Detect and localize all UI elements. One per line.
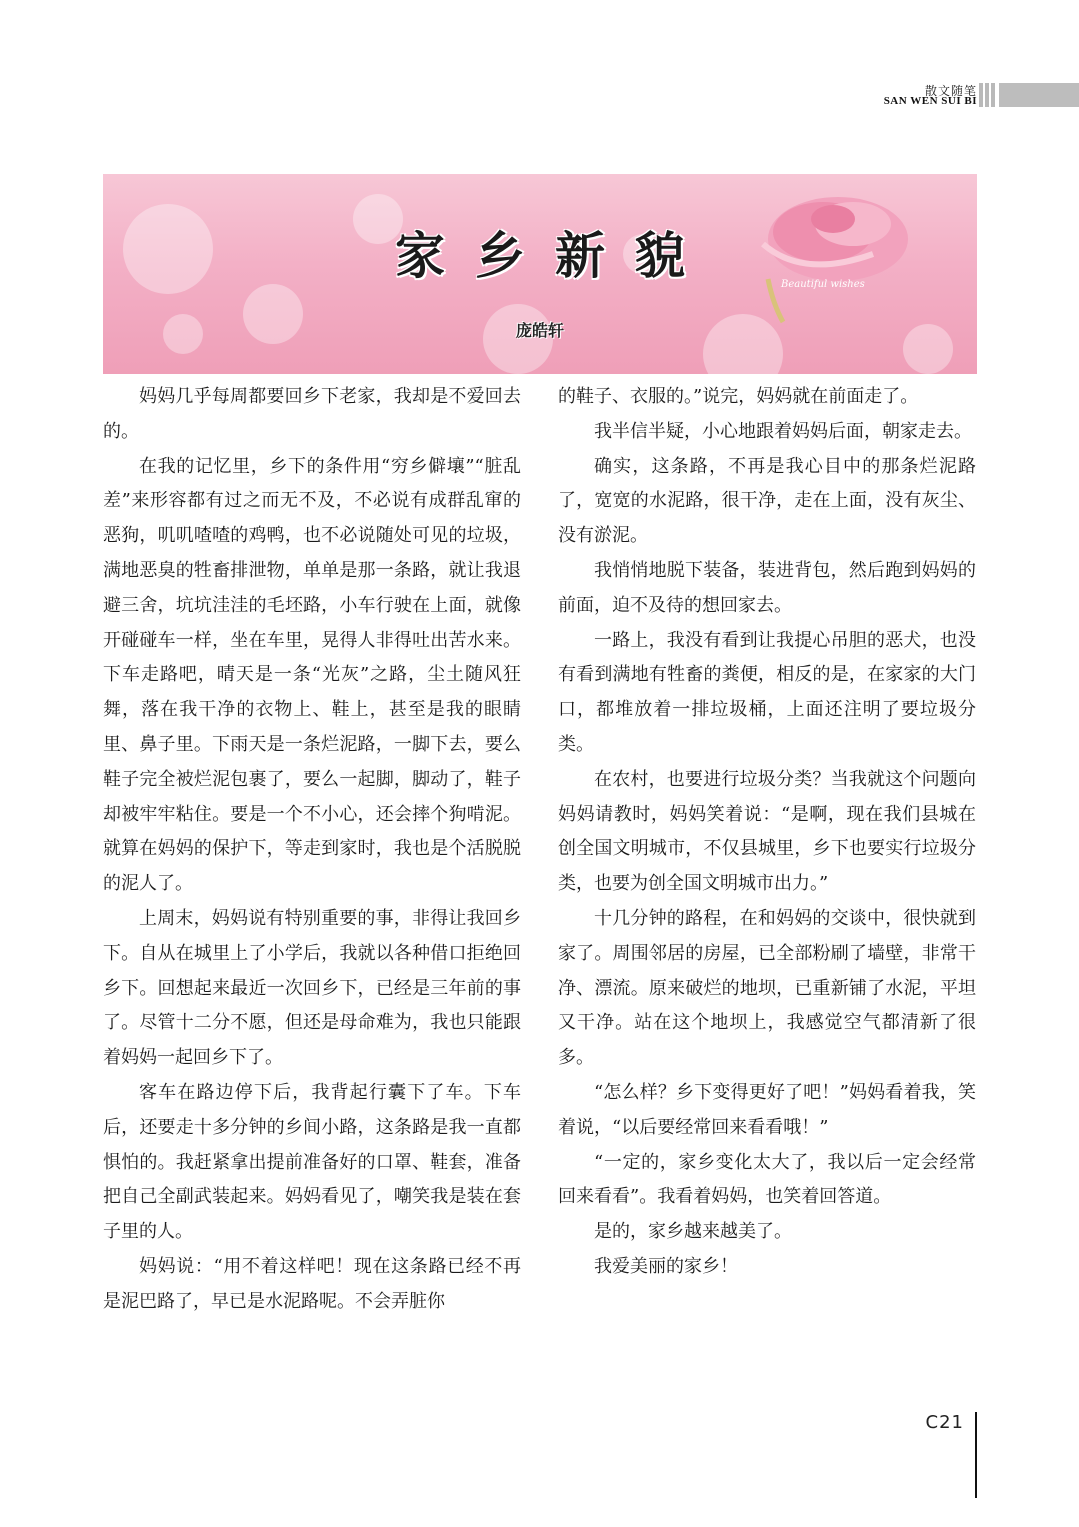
paragraph: 是的，家乡越来越美了。 [594,1221,792,1243]
article-column-right [558,380,976,1285]
page-number: C21 [925,1412,964,1433]
title-banner [103,174,977,374]
paragraph: 妈妈说：“用不着这样吧！现在这条路已经不再是泥巴路了，早已是水泥路呢。不会弄脏你 [103,1255,521,1312]
paragraph: “怎么样？乡下变得更好了吧！”妈妈看着我，笑着说，“以后要经常回来看看哦！” [558,1081,976,1138]
paragraph: 上周末，妈妈说有特别重要的事，非得让我回乡下。自从在城里上了小学后，我就以各种借口拒绝回乡下。回想起来最近一次回乡下，已经是三年前的事了。尽管十二分不愿，但还是母命难为，我也只能跟着妈妈一起回乡下了。 [103,907,521,1069]
paragraph: 一路上，我没有看到让我提心吊胆的恶犬，也没有看到满地有牲畜的粪便，相反的是，在家家的大门口，都堆放着一排垃圾桶，上面还注明了要垃圾分类。 [558,629,976,755]
running-header [779,80,1079,110]
article-column-left [103,380,521,1320]
article-author: 庞皓轩 [515,321,564,340]
section-title-en: SAN WEN SUI BI [883,95,977,107]
header-gray-block [999,83,1079,107]
article-title: 家乡新貌 [395,227,715,285]
paragraph: 在我的记忆里，乡下的条件用“穷乡僻壤”“脏乱差”来形容都有过之而无不及，不必说有成群乱窜的恶狗，叽叽喳喳的鸡鸭，也不必说随处可见的垃圾，满地恶臭的牲畜排泄物，单单是那一条路，就让我退避三舍，坑坑洼洼的毛坯路，小车行驶在上面，就像开碰碰车一样，坐在车里，晃得人非得吐出苦水来。下车走路吧，晴天是一条“光灰”之路，尘土随风狂舞，落在我干净的衣物上、鞋上，甚至是我的眼睛里、鼻子里。下雨天是一条烂泥路，一脚下去，要么鞋子完全被烂泥包裹了，要么一起脚，脚动了，鞋子却被牢牢粘住。要是一个不小心，还会摔个狗啃泥。就算在妈妈的保护下，等走到家时，我也是个活脱脱的泥人了。 [103,455,521,895]
paragraph: 客车在路边停下后，我背起行囊下了车。下车后，还要走十多分钟的乡间小路，这条路是我一直都惧怕的。我赶紧拿出提前准备好的口罩、鞋套，准备把自己全副武装起来。妈妈看见了，嘲笑我是装在套子里的人。 [103,1081,521,1243]
banner-watermark: Beautiful wishes [781,279,865,290]
paragraph: 在农村，也要进行垃圾分类？当我就这个问题向妈妈请教时，妈妈笑着说：“是啊，现在我们县城在创全国文明城市，不仅县城里，乡下也要实行垃圾分类，也要为创全国文明城市出力。” [558,768,976,895]
paragraph: 十几分钟的路程，在和妈妈的交谈中，很快就到家了。周围邻居的房屋，已全部粉刷了墙壁，非常干净、漂流。原来破烂的地坝，已重新铺了水泥，平坦又干净。站在这个地坝上，我感觉空气都清新了很多。 [558,907,976,1069]
paragraph: 确实，这条路，不再是我心目中的那条烂泥路了，宽宽的水泥路，很干净，走在上面，没有灰尘、没有淤泥。 [558,455,976,547]
paragraph: “一定的，家乡变化太大了，我以后一定会经常回来看看”。我看着妈妈，也笑着回答道。 [558,1151,976,1208]
paragraph: 我悄悄地脱下装备，装进背包，然后跑到妈妈的前面，迫不及待的想回家去。 [558,559,976,616]
footer-rule [975,1412,977,1498]
paragraph: 妈妈几乎每周都要回乡下老家，我却是不爱回去的。 [103,386,521,442]
paragraph: 我爱美丽的家乡！ [594,1255,738,1277]
paragraph: 我半信半疑，小心地跟着妈妈后面，朝家走去。 [594,420,972,442]
section-title-cn: 散文随笔 [924,84,977,98]
header-bars-decoration [979,83,997,107]
paragraph-continuation: 的鞋子、衣服的。”说完，妈妈就在前面走了。 [558,386,919,407]
